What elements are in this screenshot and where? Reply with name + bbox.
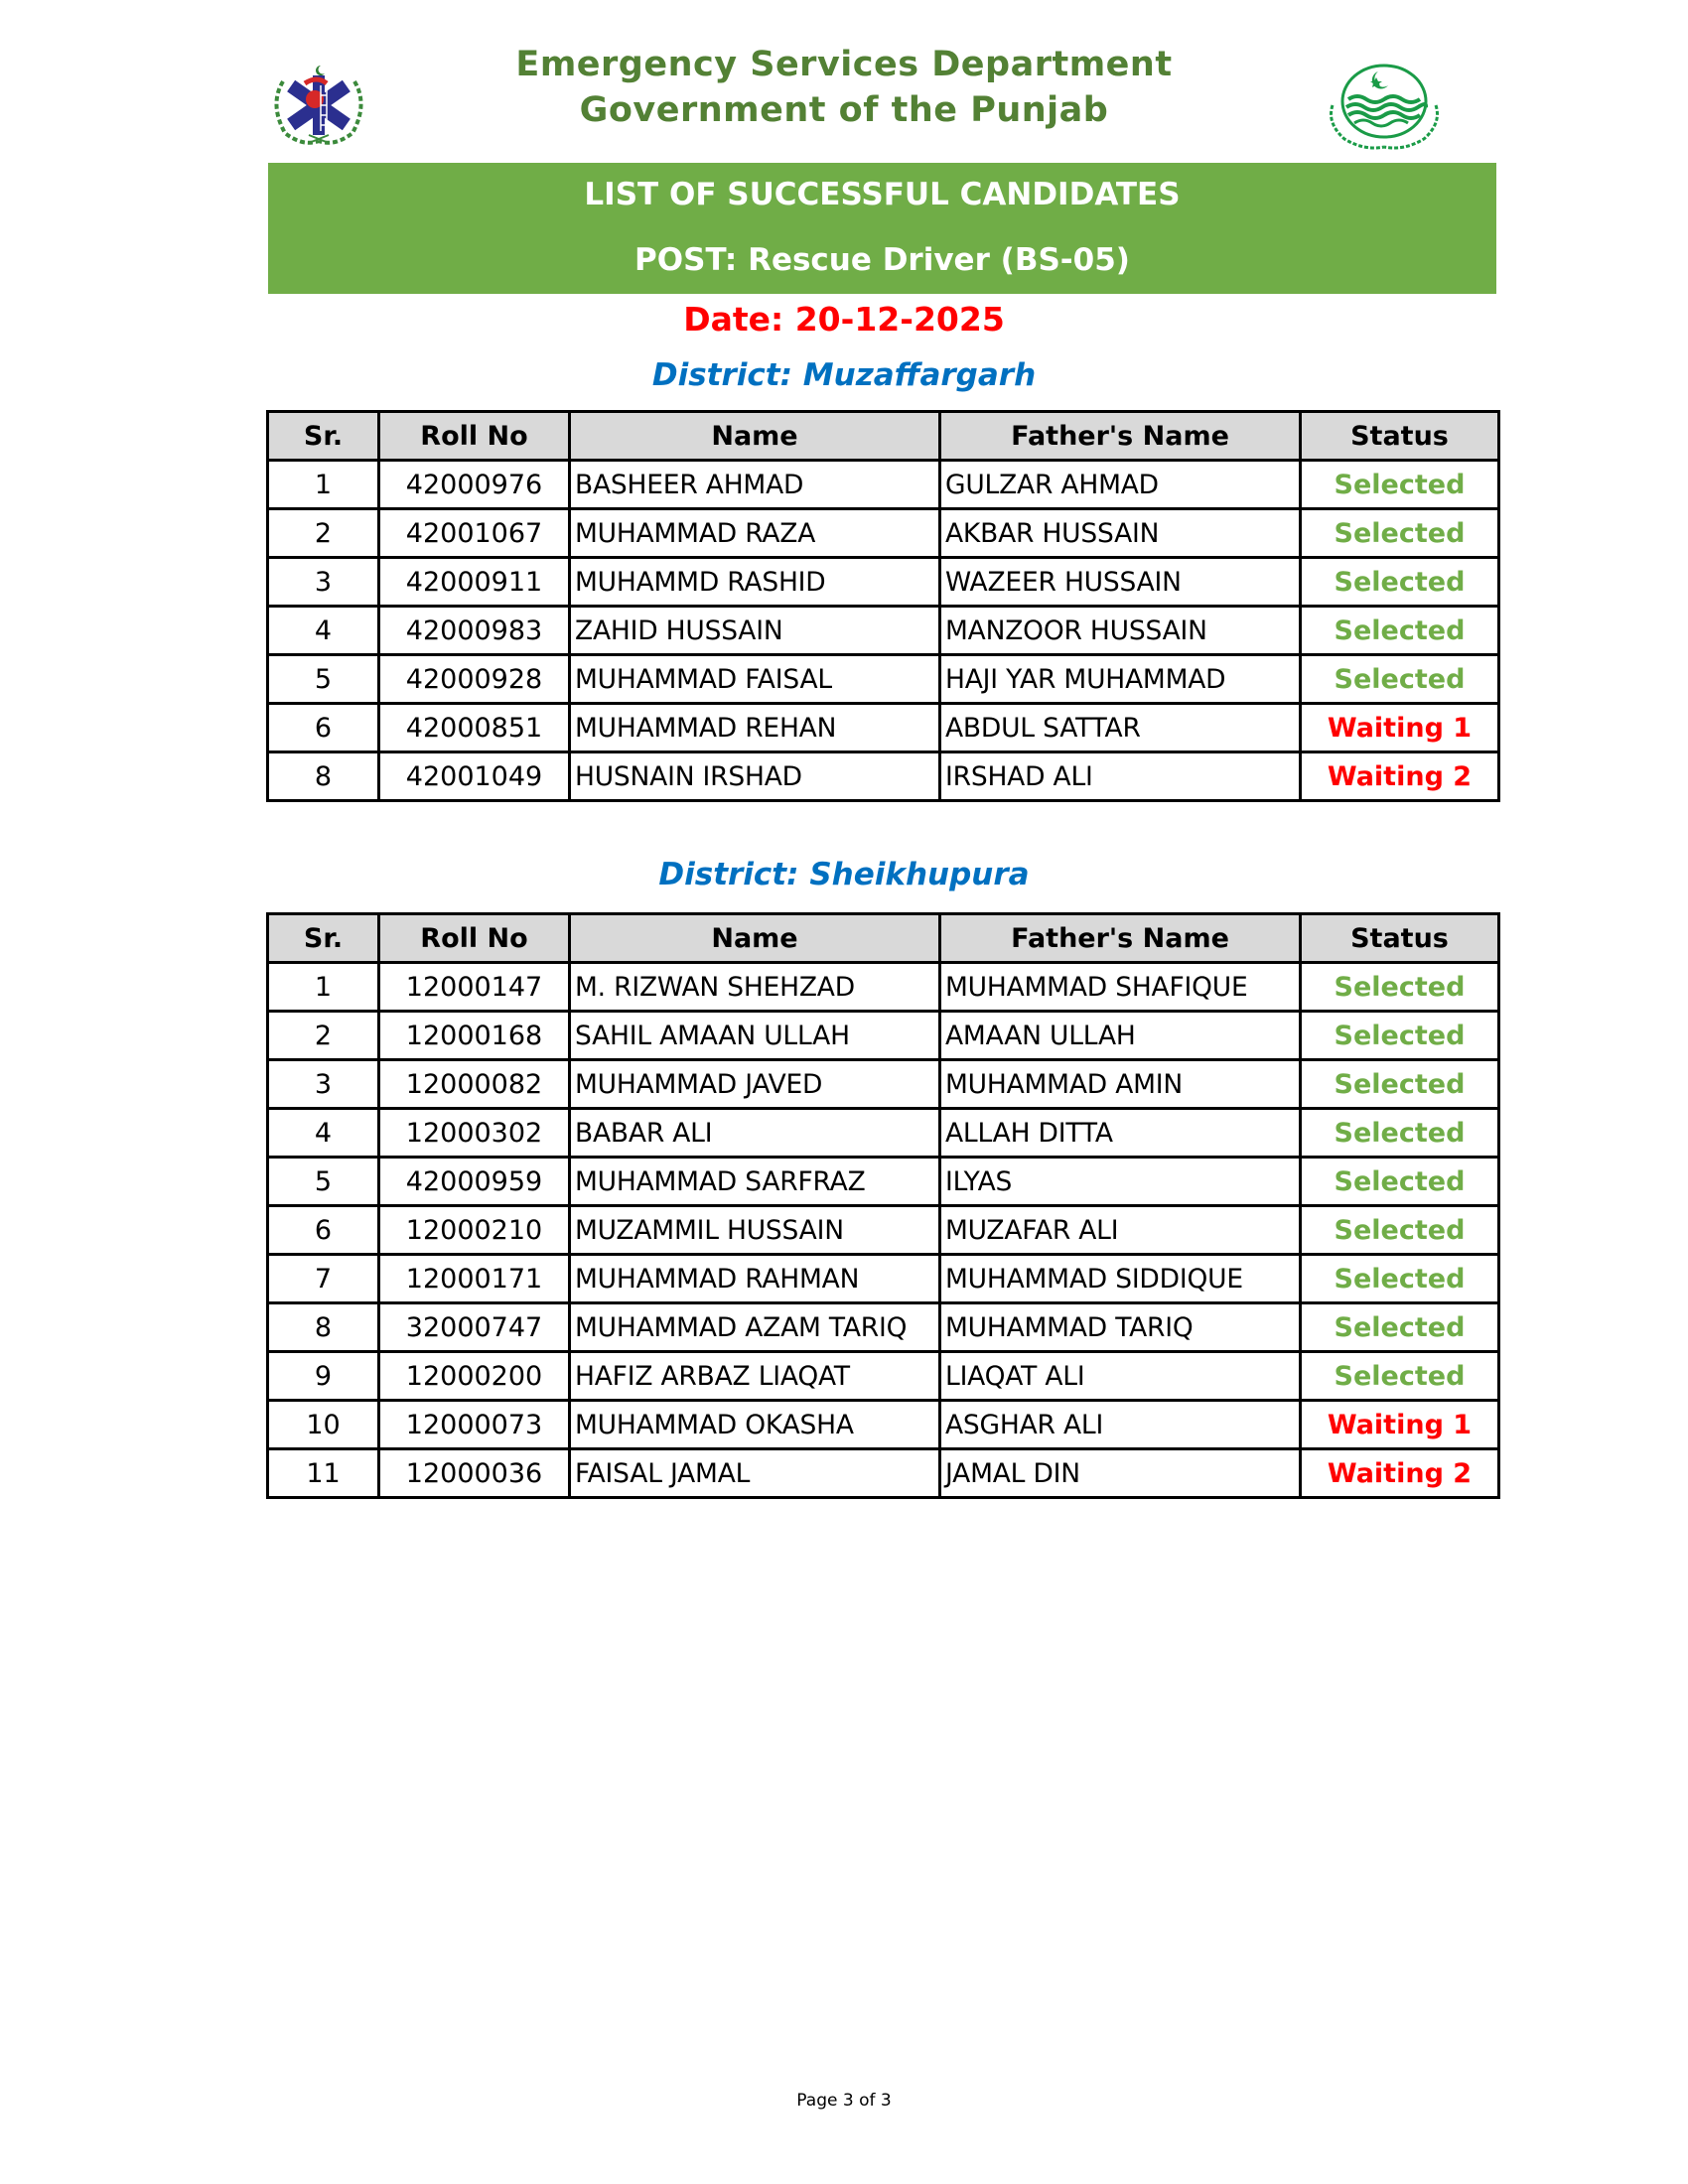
table-row	[268, 1449, 1499, 1498]
roll-no-cell: 12000073	[379, 1401, 570, 1449]
roll-no-cell: 42000976	[379, 461, 570, 509]
fathers-name-cell: ASGHAR ALI	[940, 1401, 1301, 1449]
status-badge-waiting: Waiting 2	[1301, 752, 1499, 801]
district-title: District: Muzaffargarh	[651, 357, 1037, 393]
sr-cell: 11	[268, 1449, 379, 1498]
table-row	[268, 1158, 1499, 1206]
sr-cell: 1	[268, 963, 379, 1012]
status-badge-selected: Selected	[1301, 509, 1499, 558]
sr-cell: 8	[268, 1303, 379, 1352]
sr-cell: 10	[268, 1401, 379, 1449]
table-row	[268, 1303, 1499, 1352]
department-title: Emergency Services Department	[515, 45, 1173, 84]
sr-cell: 4	[268, 607, 379, 655]
roll-no-cell: 42000911	[379, 558, 570, 607]
page-number: Page 3 of 3	[796, 2091, 892, 2111]
roll-no-cell: 42000851	[379, 704, 570, 752]
fathers-name-cell: ABDUL SATTAR	[940, 704, 1301, 752]
name-cell: MUZAMMIL HUSSAIN	[570, 1206, 940, 1255]
status-badge-selected: Selected	[1301, 1303, 1499, 1352]
sr-cell: 5	[268, 655, 379, 704]
sr-cell: 6	[268, 704, 379, 752]
fathers-name-cell: AKBAR HUSSAIN	[940, 509, 1301, 558]
table-row	[268, 607, 1499, 655]
status-badge-selected: Selected	[1301, 607, 1499, 655]
name-cell: BABAR ALI	[570, 1109, 940, 1158]
name-cell: MUHAMMAD OKASHA	[570, 1401, 940, 1449]
column-header-fathers-name: Father's Name	[940, 412, 1301, 461]
fathers-name-cell: GULZAR AHMAD	[940, 461, 1301, 509]
table-row	[268, 1401, 1499, 1449]
fathers-name-cell: ILYAS	[940, 1158, 1301, 1206]
table-header-row	[268, 914, 1499, 963]
fathers-name-cell: MUHAMMAD SIDDIQUE	[940, 1255, 1301, 1303]
post-title: POST: Rescue Driver (BS-05)	[634, 242, 1130, 278]
name-cell: HUSNAIN IRSHAD	[570, 752, 940, 801]
table-row	[268, 704, 1499, 752]
column-header-name: Name	[570, 412, 940, 461]
table-row	[268, 1060, 1499, 1109]
fathers-name-cell: AMAAN ULLAH	[940, 1012, 1301, 1060]
roll-no-cell: 12000302	[379, 1109, 570, 1158]
fathers-name-cell: WAZEER HUSSAIN	[940, 558, 1301, 607]
name-cell: MUHAMMAD RAZA	[570, 509, 940, 558]
column-header-sr: Sr.	[268, 914, 379, 963]
sr-cell: 4	[268, 1109, 379, 1158]
table-row	[268, 1352, 1499, 1401]
status-badge-selected: Selected	[1301, 963, 1499, 1012]
status-badge-waiting: Waiting 1	[1301, 1401, 1499, 1449]
roll-no-cell: 12000147	[379, 963, 570, 1012]
name-cell: SAHIL AMAAN ULLAH	[570, 1012, 940, 1060]
status-badge-selected: Selected	[1301, 655, 1499, 704]
fathers-name-cell: MUHAMMAD SHAFIQUE	[940, 963, 1301, 1012]
fathers-name-cell: IRSHAD ALI	[940, 752, 1301, 801]
sr-cell: 3	[268, 1060, 379, 1109]
sr-cell: 5	[268, 1158, 379, 1206]
status-badge-selected: Selected	[1301, 1352, 1499, 1401]
roll-no-cell: 12000168	[379, 1012, 570, 1060]
roll-no-cell: 42000983	[379, 607, 570, 655]
table-row	[268, 752, 1499, 801]
column-header-roll-no: Roll No	[379, 412, 570, 461]
table-row	[268, 461, 1499, 509]
roll-no-cell: 42000959	[379, 1158, 570, 1206]
table-row	[268, 1255, 1499, 1303]
name-cell: HAFIZ ARBAZ LIAQAT	[570, 1352, 940, 1401]
rescue-emblem-icon	[263, 60, 374, 147]
fathers-name-cell: MUZAFAR ALI	[940, 1206, 1301, 1255]
fathers-name-cell: HAJI YAR MUHAMMAD	[940, 655, 1301, 704]
roll-no-cell: 12000171	[379, 1255, 570, 1303]
sr-cell: 1	[268, 461, 379, 509]
table-row	[268, 558, 1499, 607]
name-cell: MUHAMMAD AZAM TARIQ	[570, 1303, 940, 1352]
sr-cell: 2	[268, 1012, 379, 1060]
rescue-emblem-logo	[263, 60, 374, 147]
name-cell: FAISAL JAMAL	[570, 1449, 940, 1498]
name-cell: MUHAMMAD REHAN	[570, 704, 940, 752]
roll-no-cell: 32000747	[379, 1303, 570, 1352]
name-cell: MUHAMMD RASHID	[570, 558, 940, 607]
roll-no-cell: 12000082	[379, 1060, 570, 1109]
status-badge-selected: Selected	[1301, 1060, 1499, 1109]
list-title: LIST OF SUCCESSFUL CANDIDATES	[584, 177, 1181, 212]
name-cell: BASHEER AHMAD	[570, 461, 940, 509]
name-cell: M. RIZWAN SHEHZAD	[570, 963, 940, 1012]
name-cell: MUHAMMAD JAVED	[570, 1060, 940, 1109]
list-date: Date: 20-12-2025	[683, 300, 1005, 339]
fathers-name-cell: ALLAH DITTA	[940, 1109, 1301, 1158]
column-header-status: Status	[1301, 412, 1499, 461]
table-row	[268, 1012, 1499, 1060]
roll-no-cell: 12000200	[379, 1352, 570, 1401]
status-badge-selected: Selected	[1301, 558, 1499, 607]
column-header-status: Status	[1301, 914, 1499, 963]
punjab-government-logo	[1319, 62, 1450, 153]
fathers-name-cell: MUHAMMAD TARIQ	[940, 1303, 1301, 1352]
name-cell: ZAHID HUSSAIN	[570, 607, 940, 655]
table-row	[268, 1109, 1499, 1158]
sr-cell: 2	[268, 509, 379, 558]
roll-no-cell: 42001067	[379, 509, 570, 558]
status-badge-selected: Selected	[1301, 1109, 1499, 1158]
fathers-name-cell: MANZOOR HUSSAIN	[940, 607, 1301, 655]
sr-cell: 6	[268, 1206, 379, 1255]
table-row	[268, 1206, 1499, 1255]
column-header-fathers-name: Father's Name	[940, 914, 1301, 963]
name-cell: MUHAMMAD RAHMAN	[570, 1255, 940, 1303]
status-badge-selected: Selected	[1301, 1206, 1499, 1255]
sr-cell: 9	[268, 1352, 379, 1401]
fathers-name-cell: JAMAL DIN	[940, 1449, 1301, 1498]
name-cell: MUHAMMAD FAISAL	[570, 655, 940, 704]
candidates-table	[266, 912, 1500, 1499]
sr-cell: 3	[268, 558, 379, 607]
status-badge-selected: Selected	[1301, 1012, 1499, 1060]
district-title: District: Sheikhupura	[658, 857, 1030, 892]
name-cell: MUHAMMAD SARFRAZ	[570, 1158, 940, 1206]
fathers-name-cell: LIAQAT ALI	[940, 1352, 1301, 1401]
punjab-emblem-icon	[1319, 62, 1450, 153]
status-badge-waiting: Waiting 2	[1301, 1449, 1499, 1498]
status-badge-waiting: Waiting 1	[1301, 704, 1499, 752]
government-title: Government of the Punjab	[579, 90, 1109, 130]
status-badge-selected: Selected	[1301, 461, 1499, 509]
table-row	[268, 509, 1499, 558]
roll-no-cell: 12000036	[379, 1449, 570, 1498]
table-header-row	[268, 412, 1499, 461]
roll-no-cell: 42000928	[379, 655, 570, 704]
title-banner	[268, 163, 1496, 294]
column-header-roll-no: Roll No	[379, 914, 570, 963]
column-header-sr: Sr.	[268, 412, 379, 461]
status-badge-selected: Selected	[1301, 1255, 1499, 1303]
sr-cell: 8	[268, 752, 379, 801]
table-row	[268, 963, 1499, 1012]
sr-cell: 7	[268, 1255, 379, 1303]
table-row	[268, 655, 1499, 704]
status-badge-selected: Selected	[1301, 1158, 1499, 1206]
roll-no-cell: 42001049	[379, 752, 570, 801]
fathers-name-cell: MUHAMMAD AMIN	[940, 1060, 1301, 1109]
column-header-name: Name	[570, 914, 940, 963]
candidates-table	[266, 410, 1500, 802]
roll-no-cell: 12000210	[379, 1206, 570, 1255]
